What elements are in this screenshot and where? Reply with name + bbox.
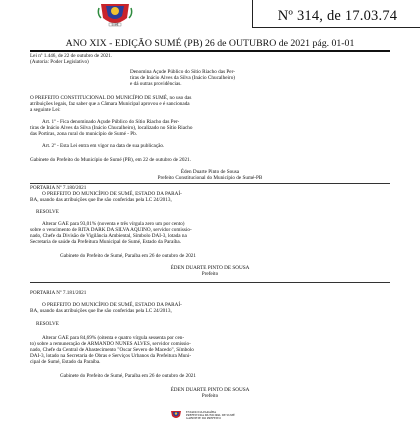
portaria-signer-name: ÉDEN DUARTE PINTO DE SOUSA xyxy=(170,265,250,271)
section-divider xyxy=(30,183,390,184)
footer-text xyxy=(186,411,235,421)
law-signer-title: Prefeito Constitucional do Município de Sumé-PB xyxy=(157,175,263,181)
portaria-body-line: Alterar GAE para 93,01% (noventa e três vírgula zero um por cento) xyxy=(42,221,185,227)
portaria-cabinet-line: Gabinete do Prefeito de Sumé, Paraíba em 26 de outubro de 2021 xyxy=(60,373,196,379)
law-reference: Lei nº 1.446, de 22 de outubro de 2021. xyxy=(30,53,113,59)
law-authorship: (Autoria: Poder Legislativo) xyxy=(30,59,89,65)
law-article-1: das Portiras, zona rural do município de Sumé - Pb. xyxy=(30,131,138,137)
portaria-body-line: Secretaria de saúde da Prefeitura Municipal de Sumé, Estado da Paraíba. xyxy=(30,239,181,245)
law-article-2: Art. 2º - Esta Lei entra em vigor na data de sua publicação. xyxy=(42,143,165,149)
portaria-body-line: sobre o vencimento de RITA DARK DA SILVA AQUINO, servidor comissio- xyxy=(30,227,192,233)
law-article-1: Art. 1º - Fica denominado Açude Público do Sítio Riacho das Per- xyxy=(42,119,180,125)
portaria-intro-line: BA, usando das atribuições que lhe são conferidas pela LC 24/2013, xyxy=(30,308,172,314)
portaria-signer-title: Prefeito xyxy=(201,271,219,277)
seal-caption: SUMÉ xyxy=(111,23,119,27)
law-reference-text: Nº 314, de 17.03.74 xyxy=(277,8,398,24)
edition-line: ANO XIX - EDIÇÃO SUMÉ (PB) 26 de OUTUBRO de 2021 pág. 01-01 xyxy=(65,38,355,49)
portaria-number: PORTARIA Nº 7.181/2021 xyxy=(30,290,87,296)
footer-line: PREFEITURA MUNICIPAL DE SUMÉ xyxy=(186,413,235,418)
municipal-seal-logo xyxy=(97,0,133,28)
law-cabinet-line: Gabinete do Prefeito do Município de Sumé (PB), em 22 de outubro de 2021. xyxy=(30,157,191,163)
portaria-signer-name: ÉDEN DUARTE PINTO DE SOUSA xyxy=(170,387,250,393)
section-divider xyxy=(30,282,390,283)
portaria-body-line: cipal de Sumé, Estado da Paraíba. xyxy=(30,359,101,365)
portaria-body-line: nado, Chefe da Central de Abastecimento "Oscar Severo de Macedo", Símbolo xyxy=(30,347,194,353)
law-summary-line: tiras de Inácio Alves da Silva (Inácio Chucalheiro) xyxy=(130,75,236,81)
law-summary-line: Denomina Açude Público do Sítio Riacho das Per- xyxy=(130,69,235,75)
portaria-body-line: to) sobre a remuneração de ARMANDO NUNES ALVES, servidor comissio- xyxy=(30,341,191,347)
footer-line: GABINETE DO PREFEITO xyxy=(186,416,221,421)
law-signer-name: Éden Duarte Pinto de Sousa xyxy=(180,169,240,175)
law-intro-line: O PREFEITO CONSTITUCIONAL DO MUNICÍPIO DE SUMÉ, no uso das xyxy=(30,95,192,101)
law-intro-line: a seguinte Lei: xyxy=(30,107,61,113)
header-divider xyxy=(30,50,390,52)
portaria-cabinet-line: Gabinete do Prefeito de Sumé, Paraíba em 26 de outubro de 2021 xyxy=(60,253,196,259)
portaria-resolve: RESOLVE xyxy=(36,321,59,327)
law-article-1: tiras de Inácio Alves da Silva (Inácio Chucalheiro), localizado no Sítio Riacho xyxy=(30,125,193,131)
footer-line: ESTADO DA PARAÍBA xyxy=(186,410,217,414)
law-intro-line: atribuições legais, faz saber que a Câmara Municipal aprovou e é sancionada xyxy=(30,101,190,107)
portaria-body-line: Alterar GAE para 84,69% (oitenta e quatro vírgula sessenta por cen- xyxy=(42,335,185,341)
portaria-resolve: RESOLVE xyxy=(36,209,59,215)
law-reference-box xyxy=(252,0,420,28)
portaria-body-line: nado, Chefe da Divisão de Vigilância Ambiental, Símbolo DAI-3, lotada na xyxy=(30,233,187,239)
portaria-number: PORTARIA Nº 7.180/2021 xyxy=(30,185,87,191)
portaria-intro-line: O PREFEITO DO MUNICÍPIO DE SUMÉ, ESTADO DA PARAÍ- xyxy=(42,191,182,197)
law-summary-line: e dá outras providências. xyxy=(130,81,182,87)
portaria-signer-title: Prefeito xyxy=(201,393,219,399)
portaria-intro-line: O PREFEITO DO MUNICÍPIO DE SUMÉ, ESTADO DA PARAÍ- xyxy=(42,302,182,308)
footer-seal-logo xyxy=(170,410,182,420)
portaria-intro-line: BA, usando das atribuições que lhe são conferidas pela LC 24/2013, xyxy=(30,197,172,203)
portaria-body-line: DAI-3, lotado na Secretaria de Obras e Serviços Urbanos da Prefeitura Muni- xyxy=(30,353,192,359)
